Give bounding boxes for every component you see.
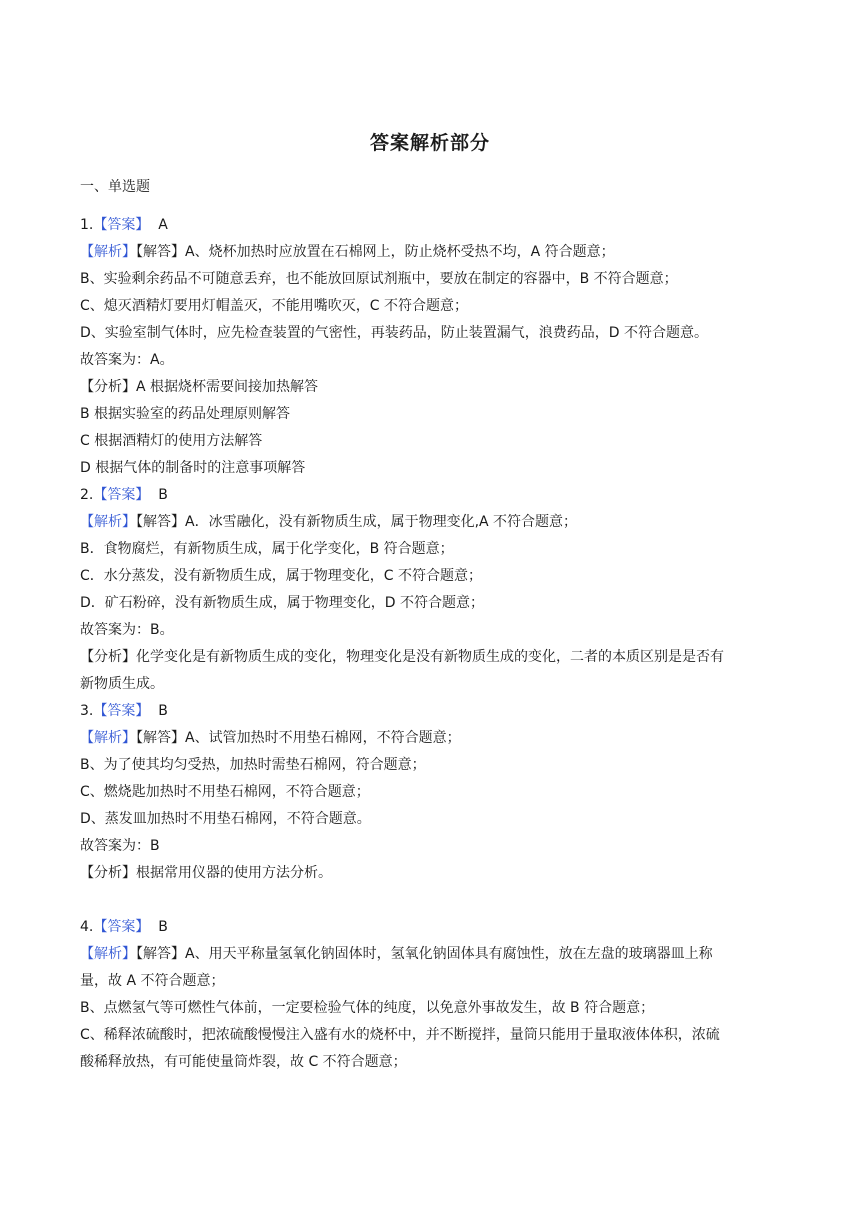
analysis-tag: 【解析】 [80,514,136,530]
question-number: 1. [80,217,94,233]
question-2-analysis [80,509,780,536]
analysis-line: C、稀释浓硫酸时，把浓硫酸慢慢注入盛有水的烧杯中，并不断搅拌，量筒只能用于量取液体体积，浓硫 [80,1027,720,1043]
analysis-line: A、用天平称量氢氧化钠固体时，氢氧化钠固体具有腐蚀性，放在左盘的玻璃器皿上称 [185,946,713,962]
section-heading: 一、单选题 [80,179,150,195]
reason-line: B 根据实验室的药品处理原则解答 [80,406,291,422]
answer-value: B [158,703,168,719]
reason-line: 新物质生成。 [80,676,164,692]
reason-tag: 【分析】 [80,379,136,395]
question-4-analysis [80,941,780,968]
analysis-line: A．冰雪融化，没有新物质生成，属于物理变化,A 不符合题意； [185,514,578,530]
reason-line: A 根据烧杯需要间接加热解答 [136,379,319,395]
answer-tag: 【答案】 [93,487,150,503]
question-2-reason [80,644,780,671]
question-3-answer [80,698,780,725]
question-1-reason [80,374,780,401]
analysis-line: D、实验室制气体时，应先检查装置的气密性，再装药品，防止装置漏气，浪费药品，D 不符合题意。 [80,325,709,341]
page-title: 答案解析部分 [369,132,490,154]
answer-value: A [158,217,168,233]
analysis-line: A、试管加热时不用垫石棉网，不符合题意； [185,730,461,746]
final-answer: 故答案为：B。 [80,622,174,638]
analysis-line: B、实验剩余药品不可随意丢弃，也不能放回原试剂瓶中，要放在制定的容器中，B 不符合题意； [80,271,678,287]
analysis-line: B、点燃氢气等可燃性气体前，一定要检验气体的纯度，以免意外事故发生，故 B 符合题意； [80,1000,655,1016]
reason-line: C 根据酒精灯的使用方法解答 [80,433,263,449]
reason-line: 化学变化是有新物质生成的变化，物理变化是没有新物质生成的变化，二者的本质区别是是否有 [136,649,724,665]
analysis-line: D．矿石粉碎，没有新物质生成，属于物理变化，D 不符合题意； [80,595,485,611]
analysis-line: 酸稀释放热，有可能使量筒炸裂，故 C 不符合题意； [80,1054,407,1070]
final-answer: 故答案为：A。 [80,352,174,368]
final-answer: 故答案为：B [80,838,160,854]
analysis-tag: 【解析】 [80,244,136,260]
analysis-line: C、燃烧匙加热时不用垫石棉网，不符合题意； [80,784,370,800]
explain-tag: 【解答】 [136,514,185,530]
question-number: 3. [80,703,94,719]
reason-line: 根据常用仪器的使用方法分析。 [136,865,332,881]
answer-tag: 【答案】 [93,703,150,719]
answer-value: B [158,919,168,935]
analysis-tag: 【解析】 [80,730,136,746]
question-number: 2. [80,487,94,503]
question-number: 4. [80,919,94,935]
reason-tag: 【分析】 [80,865,136,881]
explain-tag: 【解答】 [136,244,185,260]
analysis-line: C．水分蒸发，没有新物质生成，属于物理变化，C 不符合题意； [80,568,482,584]
answer-value: B [158,487,168,503]
question-3-reason [80,860,780,887]
answer-content [80,174,780,1076]
analysis-line: B、为了使其均匀受热，加热时需垫石棉网，符合题意； [80,757,426,773]
reason-line: D 根据气体的制备时的注意事项解答 [80,460,306,476]
answer-tag: 【答案】 [93,217,150,233]
question-1-analysis [80,239,780,266]
reason-tag: 【分析】 [80,649,136,665]
question-1-answer [80,212,780,239]
analysis-line: C、熄灭酒精灯要用灯帽盖灭，不能用嘴吹灭，C 不符合题意； [80,298,468,314]
analysis-line: B．食物腐烂，有新物质生成，属于化学变化，B 符合题意； [80,541,454,557]
analysis-line: 量，故 A 不符合题意； [80,973,225,989]
blank-gap [80,887,780,914]
question-4-answer [80,914,780,941]
question-2-answer [80,482,780,509]
analysis-line: A、烧杯加热时应放置在石棉网上，防止烧杯受热不均，A 符合题意； [185,244,615,260]
explain-tag: 【解答】 [136,946,185,962]
analysis-tag: 【解析】 [80,946,136,962]
answer-tag: 【答案】 [93,919,150,935]
analysis-line: D、蒸发皿加热时不用垫石棉网，不符合题意。 [80,811,371,827]
question-3-analysis [80,725,780,752]
explain-tag: 【解答】 [136,730,185,746]
